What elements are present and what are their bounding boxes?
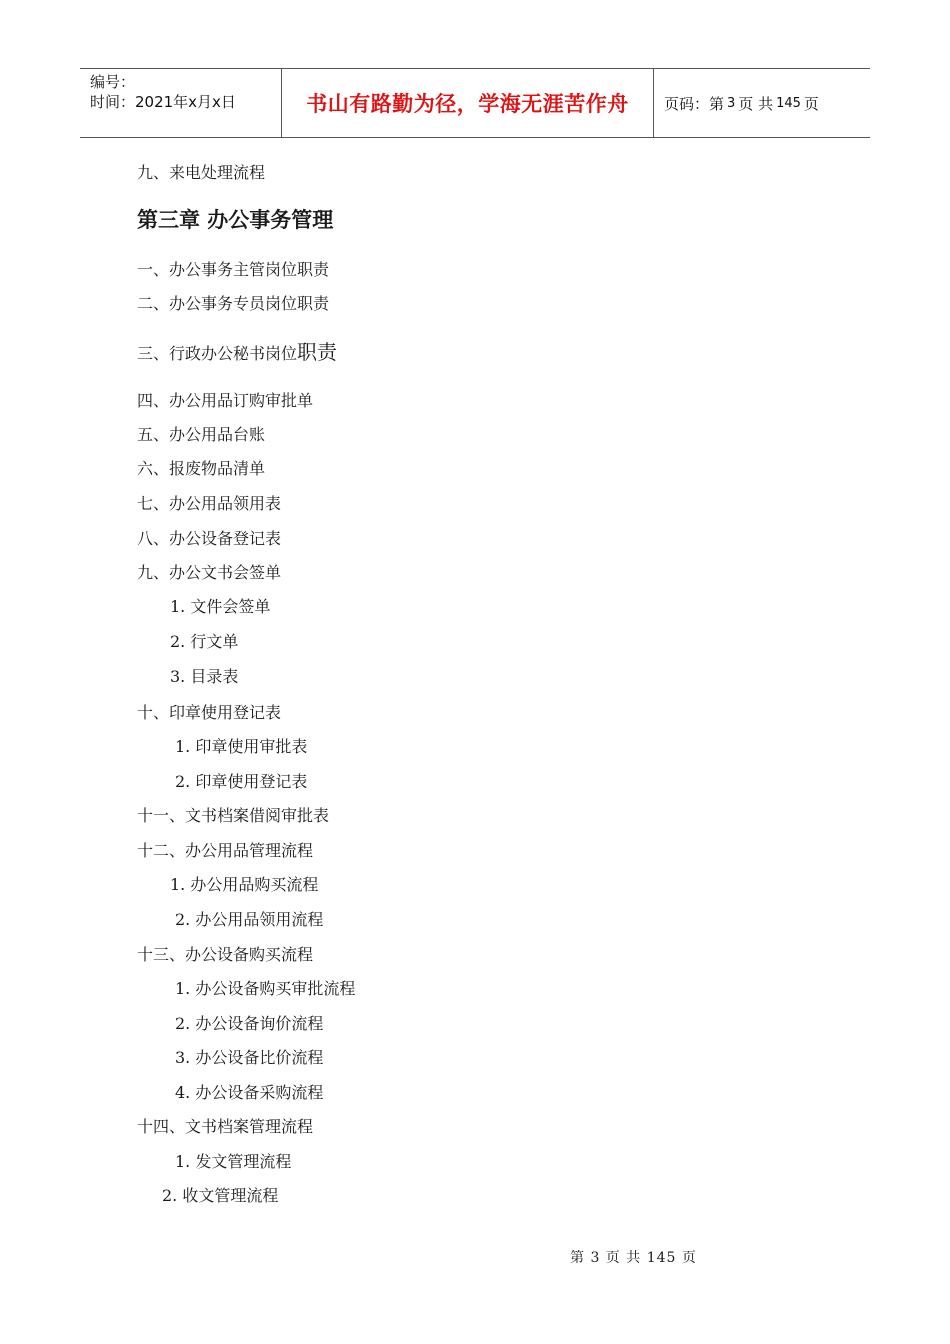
- document-number-label: 编号：: [90, 73, 136, 91]
- toc-subitem[interactable]: 2. 办公设备询价流程: [175, 1014, 324, 1033]
- toc-subitem[interactable]: 2. 收文管理流程: [162, 1186, 279, 1205]
- toc-subitem[interactable]: 1. 印章使用审批表: [175, 737, 308, 756]
- toc-subitem[interactable]: 1. 办公设备购买审批流程: [175, 979, 356, 998]
- toc-subitem[interactable]: 2. 印章使用登记表: [175, 772, 308, 791]
- toc-subitem[interactable]: 4. 办公设备采购流程: [175, 1083, 324, 1102]
- toc-item[interactable]: [137, 342, 337, 364]
- header-page-current: 3: [727, 95, 736, 111]
- header-page-mid: 页 共: [738, 94, 774, 113]
- toc-item-prev[interactable]: 九、来电处理流程: [137, 163, 266, 182]
- toc-item[interactable]: 八、办公设备登记表: [137, 529, 282, 548]
- toc-item[interactable]: 七、办公用品领用表: [137, 494, 282, 513]
- toc-subitem[interactable]: 1. 发文管理流程: [175, 1152, 292, 1171]
- toc-item[interactable]: 十四、文书档案管理流程: [137, 1117, 314, 1136]
- toc-subitem[interactable]: 1. 办公用品购买流程: [170, 875, 319, 894]
- toc-item[interactable]: 十二、办公用品管理流程: [137, 841, 314, 860]
- toc-item[interactable]: 十、印章使用登记表: [137, 703, 282, 722]
- toc-subitem[interactable]: 3. 办公设备比价流程: [175, 1048, 324, 1067]
- toc-item[interactable]: 九、办公文书会签单: [137, 563, 282, 582]
- header-page-cell: [654, 69, 870, 137]
- toc-item[interactable]: 二、办公事务专员岗位职责: [137, 294, 330, 313]
- toc-item[interactable]: 十一、文书档案借阅审批表: [137, 806, 330, 825]
- header-meta-cell: [80, 69, 282, 137]
- toc-subitem[interactable]: 1. 文件会签单: [170, 597, 271, 616]
- toc-item-text-large: 职责: [297, 340, 338, 364]
- toc-item[interactable]: 四、办公用品订购审批单: [137, 391, 314, 410]
- header-page-suffix: 页: [803, 94, 819, 113]
- chapter-title: 第三章 办公事务管理: [137, 208, 334, 232]
- page-header: [80, 68, 870, 138]
- toc-item[interactable]: 五、办公用品台账: [137, 425, 266, 444]
- toc-item[interactable]: 六、报废物品清单: [137, 459, 266, 478]
- header-page-total: 145: [776, 95, 801, 111]
- toc-item[interactable]: 十三、办公设备购买流程: [137, 945, 314, 964]
- toc-subitem[interactable]: 2. 办公用品领用流程: [175, 910, 324, 929]
- document-time-label: 时间：2021年x月x日: [90, 93, 236, 111]
- header-motto: 书山有路勤为径，学海无涯苦作舟: [306, 92, 629, 116]
- header-page-prefix: 页码：第: [664, 94, 725, 113]
- header-motto-cell: [282, 69, 654, 137]
- toc-subitem[interactable]: 2. 行文单: [170, 632, 239, 651]
- toc-subitem[interactable]: 3. 目录表: [170, 667, 239, 686]
- toc-item-text: 三、行政办公秘书岗位: [137, 344, 298, 363]
- page-footer: 第 3 页 共 145 页: [570, 1250, 697, 1266]
- toc-item[interactable]: 一、办公事务主管岗位职责: [137, 260, 330, 279]
